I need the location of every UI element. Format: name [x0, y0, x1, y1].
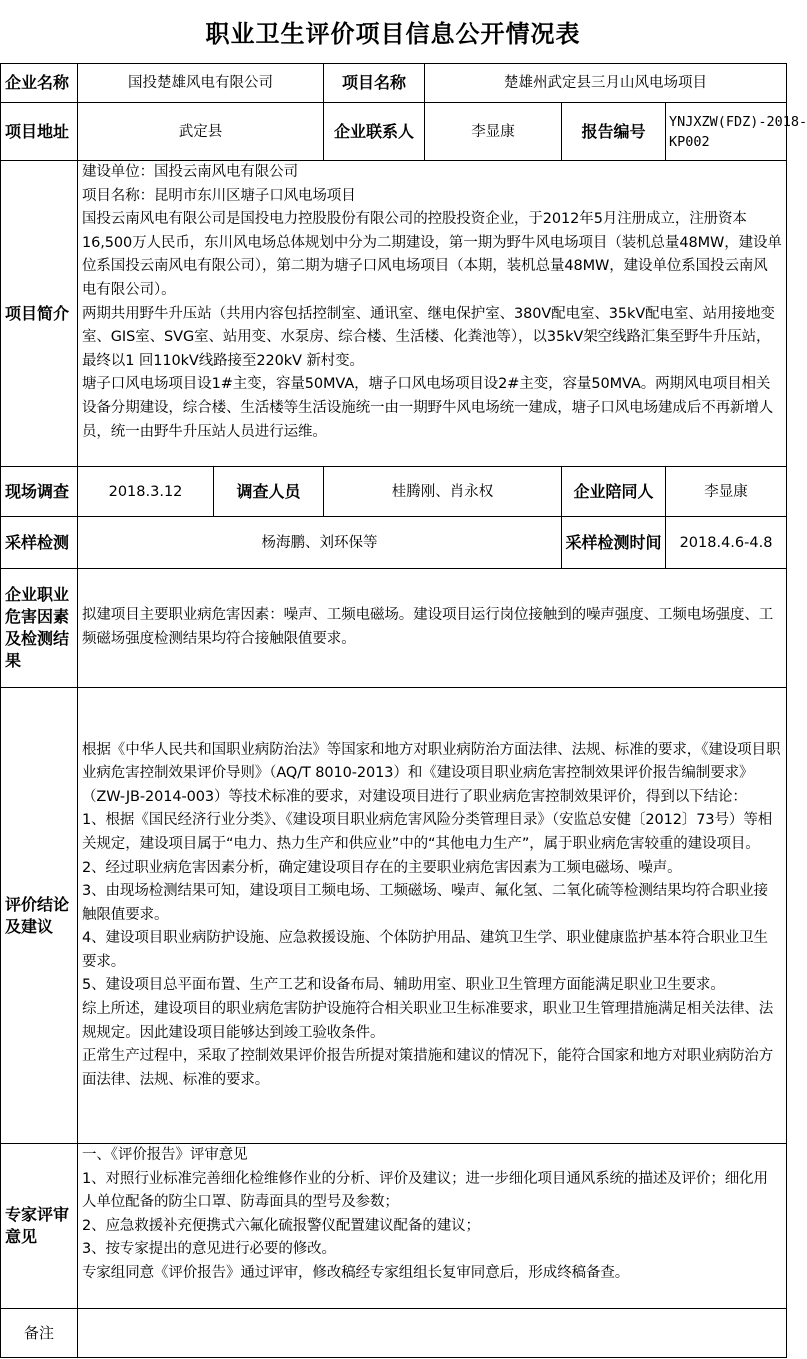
label-project-name: 项目名称: [324, 64, 425, 103]
expert-item-3: 3、按专家提出的意见进行必要的修改。: [82, 1241, 336, 1258]
label-remarks: 备注: [1, 1309, 78, 1358]
info-table: [0, 63, 807, 1358]
row-hazards: [1, 569, 787, 688]
label-conclusion: 评价结论及建议: [1, 688, 78, 1144]
value-expert: [78, 1144, 787, 1309]
value-company-name: 国投楚雄风电有限公司: [78, 64, 324, 103]
value-surveyors: 桂腾刚、肖永权: [324, 467, 562, 517]
row-address: [1, 103, 787, 161]
value-report-no: YNJXZW(FDZ)-2018-KP002: [666, 103, 787, 161]
label-hazards: 企业职业危害因素及检测结果: [1, 569, 78, 688]
label-company-contact: 企业联系人: [324, 103, 425, 161]
label-company-name: 企业名称: [1, 64, 78, 103]
label-sampling: 采样检测: [1, 517, 78, 569]
conclusion-intro: 根据《中华人民共和国职业病防治法》等国家和地方对职业病防治方面法律、法规、标准的要求，《建设项目职业病危害控制效果评价导则》（AQ/T 8010-2013）和《建设项目职业病危害控制效果评价报告编制要求》（ZW-JB-2014-003）等技术标准的要求，对建设项目进行了职业病危害控制效果评价，得到以下结论：: [82, 741, 781, 805]
intro-line-name: 项目名称：昆明市东川区塘子口风电场项目: [82, 187, 356, 204]
row-intro: [1, 161, 787, 467]
intro-para-transformer: 塘子口风电场项目设1#主变，容量50MVA，塘子口风电场项目设2#主变，容量50MVA。两期风电项目相关设备分期建设，综合楼、生活楼等生活设施统一由一期野牛风电场统一建成，塘子口风电场建成后不再新增人员，统一由野牛升压站人员进行运维。: [82, 376, 774, 440]
label-site-survey: 现场调查: [1, 467, 78, 517]
intro-line-unit: 建设单位：国投云南风电有限公司: [82, 164, 298, 180]
row-sampling: [1, 517, 787, 569]
label-company-companion: 企业陪同人: [562, 467, 666, 517]
conclusion-item-3: 3、由现场检测结果可知，建设项目工频电场、工频磁场、噪声、氟化氢、二氧化硫等检测结果均符合职业接触限值要求。: [82, 883, 768, 923]
expert-item-2: 2、应急救援补充便携式六氟化硫报警仪配置建议配备的建议；: [82, 1217, 480, 1234]
label-report-no: 报告编号: [562, 103, 666, 161]
value-project-address: 武定县: [78, 103, 324, 161]
page-title: 职业卫生评价项目信息公开情况表: [205, 20, 581, 48]
conclusion-item-5: 5、建设项目总平面布置、生产工艺和设备布局、辅助用室、职业卫生管理方面能满足职业卫生要求。: [82, 977, 725, 994]
row-remarks: [1, 1309, 787, 1358]
row-expert: [1, 1144, 787, 1309]
label-expert: 专家评审意见: [1, 1144, 78, 1309]
label-surveyors: 调查人员: [214, 467, 324, 517]
value-sampling-staff: 杨海鹏、刘环保等: [78, 517, 562, 569]
conclusion-closing: 正常生产过程中，采取了控制效果评价报告所提对策措施和建议的情况下，能符合国家和地方对职业病防治方面法律、法规、标准的要求。: [82, 1048, 774, 1088]
value-company-companion: 李显康: [666, 467, 787, 517]
conclusion-item-1: 1、根据《国民经济行业分类》、《建设项目职业病危害风险分类管理目录》（安监总安健〔2012〕73号）等相关规定，建设项目属于“电力、热力生产和供应业”中的“其他电力生产”，属于职业病危害较重的建设项目。: [82, 812, 773, 852]
row-survey: [1, 467, 787, 517]
intro-para-station: 两期共用野牛升压站（共用内容包括控制室、通讯室、继电保护室、380V配电室、35kV配电室、站用接地变室、GIS室、SVG室、站用变、水泵房、综合楼、生活楼、化粪池等），以35kV架空线路汇集至野牛升压站，最终以1 回110kV线路接至220kV 新村变。: [82, 305, 775, 369]
label-project-address: 项目地址: [1, 103, 78, 161]
expert-heading: 一、《评价报告》评审意见: [82, 1147, 248, 1163]
conclusion-item-4: 4、建设项目职业病防护设施、应急救援设施、个体防护用品、建筑卫生学、职业健康监护基本符合职业卫生要求。: [82, 930, 768, 970]
conclusion-item-2: 2、经过职业病危害因素分析，确定建设项目存在的主要职业病危害因素为工频电磁场、噪声。: [82, 859, 682, 876]
expert-item-1: 1、对照行业标准完善细化检维修作业的分析、评价及建议；进一步细化项目通风系统的描述及评价；细化用人单位配备的防尘口罩、防毒面具的型号及参数；: [82, 1170, 768, 1211]
row-conclusion: [1, 688, 787, 1144]
intro-para-company: 国投云南风电有限公司是国投电力控股股份有限公司的控股投资企业，于2012年5月注册成立，注册资本16,500万人民币，东川风电场总体规划中分为二期建设，第一期为野牛风电场项目（装机总量48MW，建设单位系国投云南风电有限公司），第二期为塘子口风电场项目（本期，装机总量48MW，建设单位系国投云南风电有限公司）。: [82, 211, 782, 298]
value-site-survey-date: 2018.3.12: [78, 467, 214, 517]
value-hazards: 拟建项目主要职业病危害因素：噪声、工频电磁场。建设项目运行岗位接触到的噪声强度、工频电场强度、工频磁场强度检测结果均符合接触限值要求。: [78, 569, 787, 688]
value-project-name: 楚雄州武定县三月山风电场项目: [425, 64, 787, 103]
value-company-contact: 李显康: [425, 103, 562, 161]
value-project-intro: [78, 161, 787, 467]
label-project-intro: 项目简介: [1, 161, 78, 467]
expert-closing: 专家组同意《评价报告》通过评审，修改稿经专家组组长复审同意后，形成终稿备查。: [82, 1264, 630, 1281]
value-sampling-time: 2018.4.6-4.8: [666, 517, 787, 569]
label-sampling-time: 采样检测时间: [562, 517, 666, 569]
value-conclusion: [78, 688, 787, 1144]
conclusion-summary: 综上所述，建设项目的职业病危害防护设施符合相关职业卫生标准要求，职业卫生管理措施满足相关法律、法规规定。因此建设项目能够达到竣工验收条件。: [82, 1001, 774, 1041]
value-remarks: [78, 1309, 787, 1358]
row-company: [1, 64, 787, 103]
